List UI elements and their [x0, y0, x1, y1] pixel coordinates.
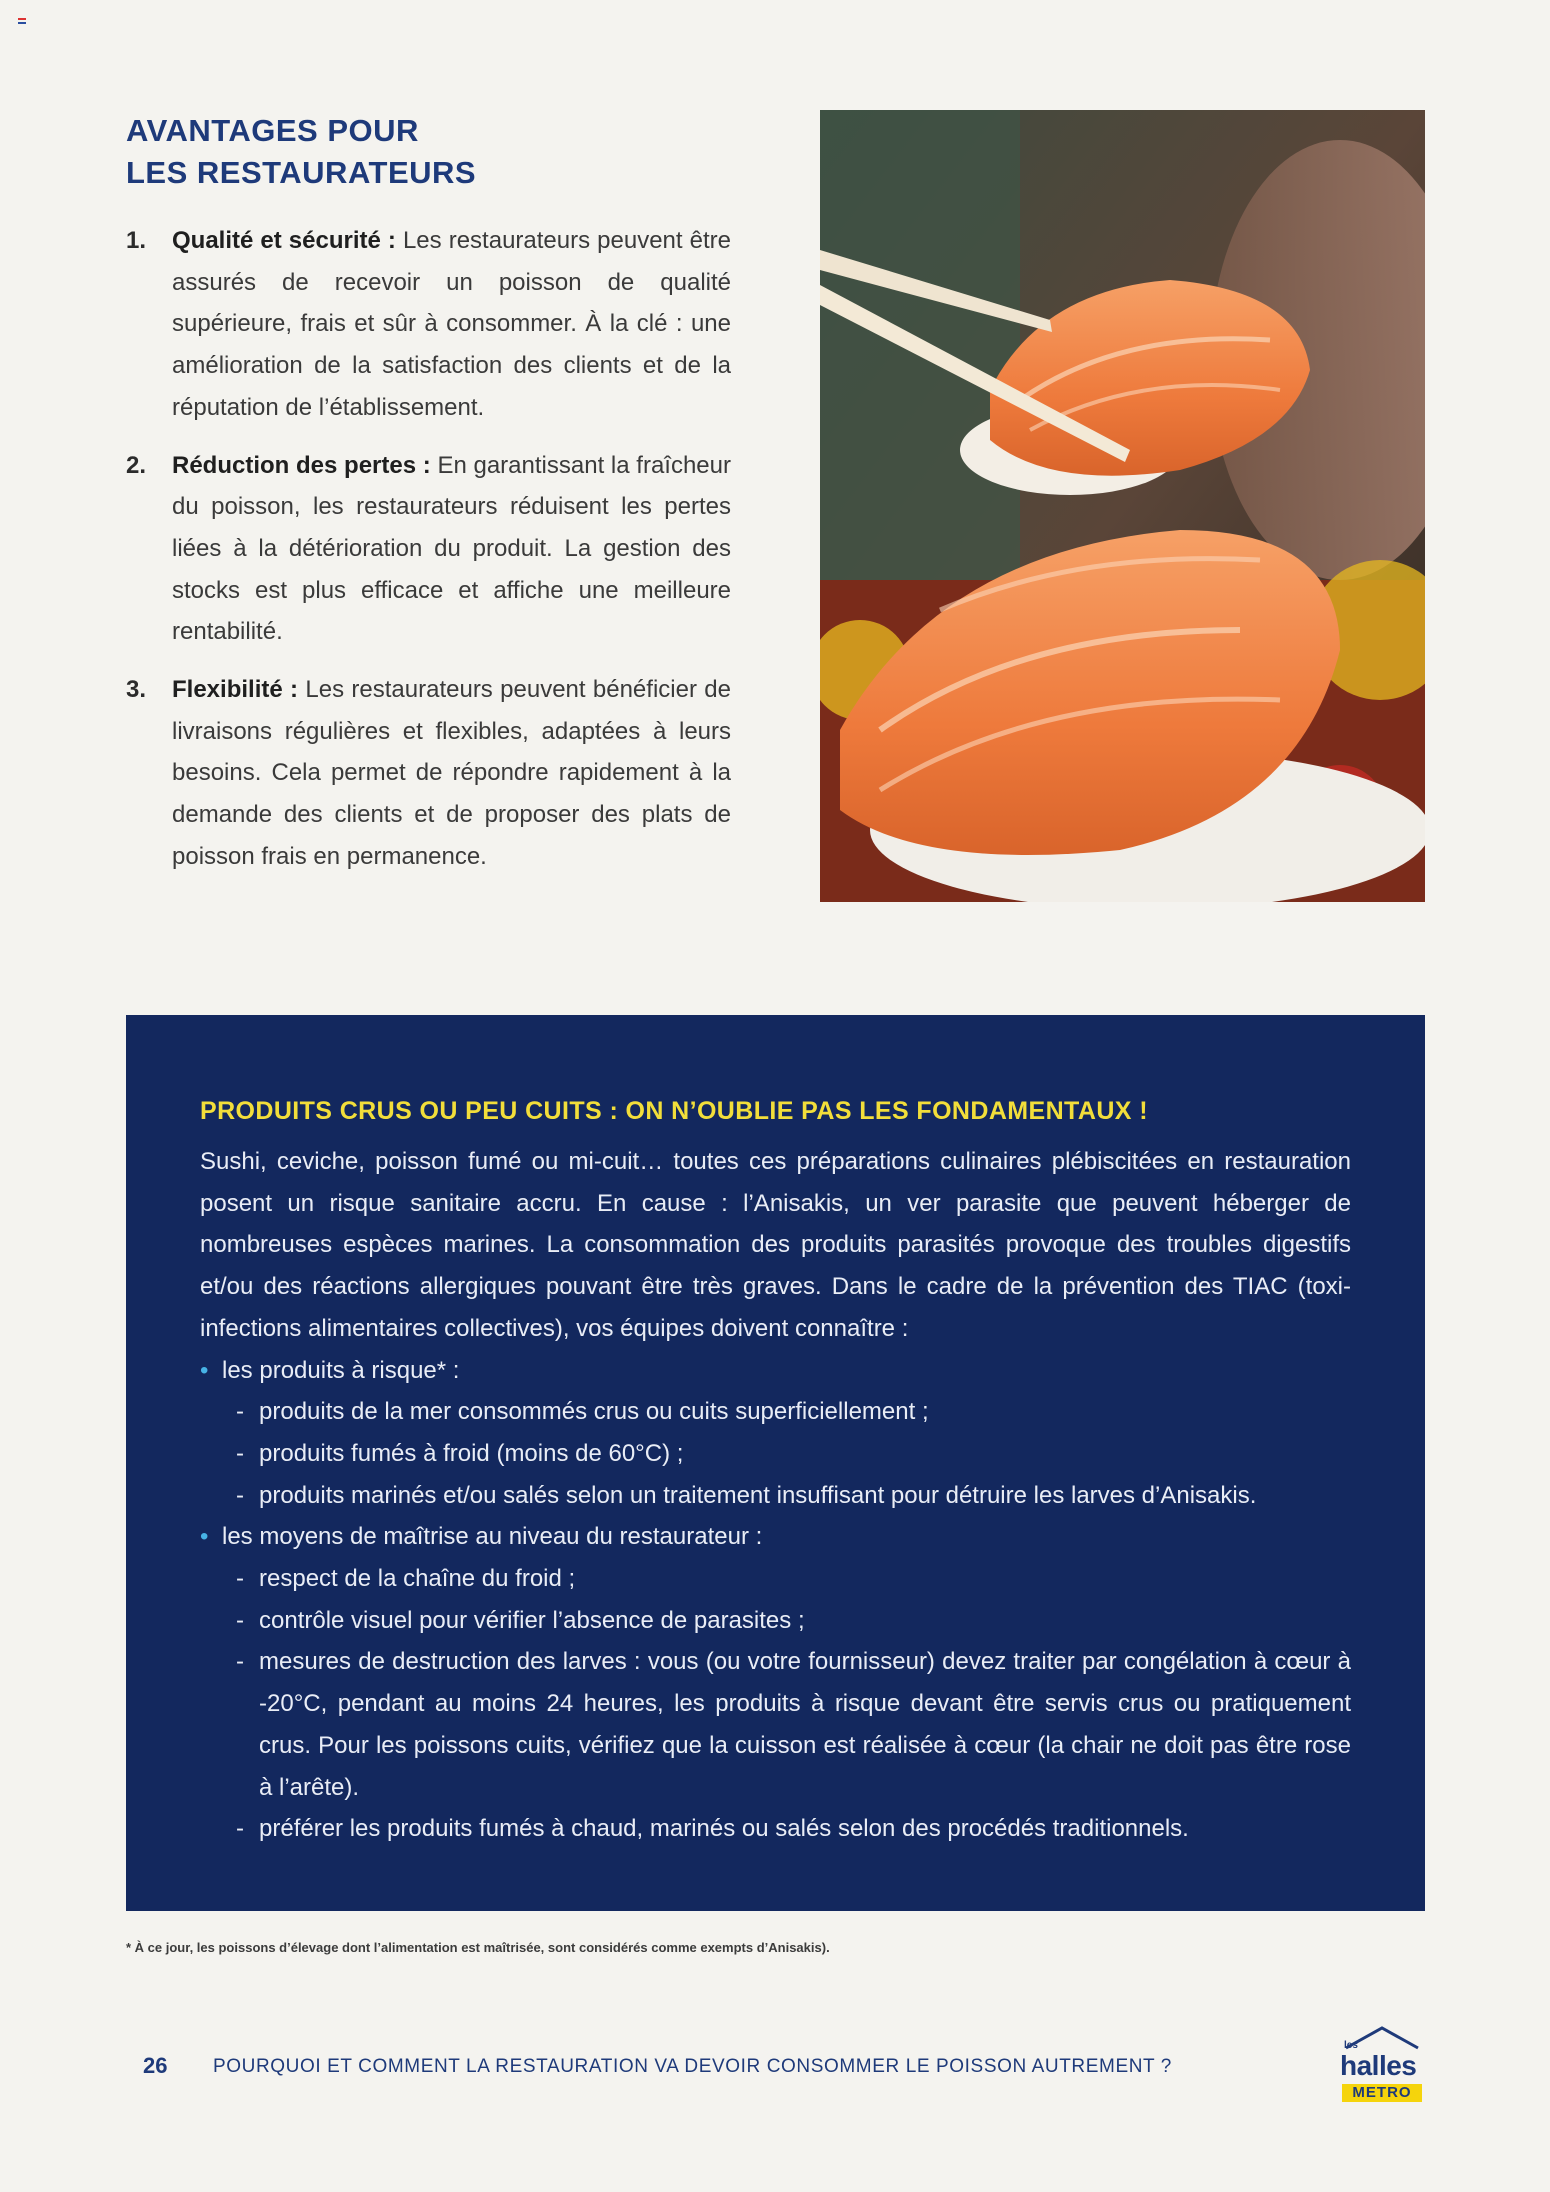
salmon-sushi-photo [820, 110, 1425, 902]
bullet-item [200, 1350, 1351, 1392]
advantages-list [126, 220, 731, 894]
dash-icon: - [236, 1565, 244, 1593]
dash-icon: - [236, 1648, 244, 1676]
info-box-body [200, 1141, 1351, 1850]
dash-icon: - [236, 1606, 244, 1634]
bullet-dot-icon: • [200, 1523, 209, 1551]
bullet-text: les produits à risque* : [222, 1356, 460, 1384]
advantage-text [172, 445, 731, 654]
dash-text: produits marinés et/ou salés selon un traitement insuffisant pour détruire les larves d’Anisakis. [259, 1481, 1257, 1509]
footnote: * À ce jour, les poissons d’élevage dont l’alimentation est maîtrisée, sont considérés comme exempts d’Anisakis). [126, 1940, 830, 1955]
page-heading [126, 110, 726, 194]
dash-item [200, 1808, 1351, 1850]
heading-line-1: AVANTAGES POUR [126, 113, 419, 148]
advantage-body: Les restaurateurs peuvent être assurés de recevoir un poisson de qualité supérieure, frais et sûr à consommer. À la clé : une amélioration de la satisfaction des clients et de la réputation de l’établissement. [172, 227, 731, 421]
advantage-title: Qualité et sécurité : [172, 227, 396, 254]
dash-icon: - [236, 1815, 244, 1843]
heading-line-2: LES RESTAURATEURS [126, 155, 477, 190]
advantage-text [172, 669, 731, 878]
dash-icon: - [236, 1481, 244, 1509]
dash-text: respect de la chaîne du froid ; [259, 1565, 576, 1593]
advantage-item [126, 220, 731, 429]
dash-icon: - [236, 1439, 244, 1467]
advantage-body: Les restaurateurs peuvent bénéficier de livraisons régulières et flexibles, adaptées à leurs besoins. Cela permet de répondre rapidement à la demande des clients et de proposer des plats de poisson frais en permanence. [172, 676, 731, 870]
dash-icon: - [236, 1398, 244, 1426]
advantage-number: 3. [126, 676, 147, 704]
logo-metro: METRO [1352, 2084, 1412, 2101]
dash-text: mesures de destruction des larves : vous (ou votre fournisseur) devez traiter par congélation à cœur à -20°C, pendant au moins 24 heures, les produits à risque devant être servis crus ou pratiquement crus. Pour les poissons cuits, vérifiez que la cuisson est réalisée à cœur (la chair ne doit pas être rose à l’arête). [259, 1648, 1351, 1801]
page-number: 26 [143, 2053, 168, 2078]
info-box-title: PRODUITS CRUS OU PEU CUITS : ON N’OUBLIE PAS LES FONDAMENTAUX ! [200, 1097, 1148, 1125]
bullet-dot-icon: • [200, 1356, 209, 1384]
bullet-text: les moyens de maîtrise au niveau du restaurateur : [222, 1523, 763, 1551]
dash-item [200, 1558, 1351, 1600]
advantage-title: Réduction des pertes : [172, 451, 431, 479]
dash-item [200, 1433, 1351, 1475]
advantage-item [126, 669, 731, 878]
logo-les: les [1344, 2040, 1358, 2051]
info-box [126, 1015, 1425, 1911]
advantage-body: En garantissant la fraîcheur du poisson, les restaurateurs réduisent les pertes liées à la détérioration du produit. La gestion des stocks est plus efficace et affiche une meilleure rentabilité. [172, 451, 731, 646]
running-title: POURQUOI ET COMMENT LA RESTAURATION VA DEVOIR CONSOMMER LE POISSON AUTREMENT ? [213, 2056, 1172, 2077]
advantage-number: 2. [126, 451, 147, 479]
advantage-item [126, 445, 731, 654]
dash-item [200, 1600, 1351, 1642]
info-box-intro: Sushi, ceviche, poisson fumé ou mi-cuit… toutes ces préparations culinaires plébiscitées en restauration posent un risque sanitaire accru. En cause : l’Anisakis, un ver parasite que peuvent héberger de nombreuses espèces marines. La consommation des produits parasités provoque des troubles digestifs et/ou des réactions allergiques pouvant être très graves. Dans le cadre de la prévention des TIAC (toxi-infections alimentaires collectives), vos équipes doivent connaître : [200, 1148, 1351, 1342]
dash-item [200, 1641, 1351, 1808]
dash-text: produits de la mer consommés crus ou cuits superficiellement ; [259, 1398, 929, 1426]
dash-item [200, 1391, 1351, 1433]
advantage-text [172, 220, 731, 429]
dash-text: préférer les produits fumés à chaud, marinés ou salés selon des procédés traditionnels. [259, 1815, 1189, 1843]
bullet-item [200, 1516, 1351, 1558]
corner-mark [18, 18, 28, 28]
advantage-number: 1. [126, 227, 147, 254]
logo-halles: halles [1340, 2050, 1417, 2081]
dash-text: produits fumés à froid (moins de 60°C) ; [259, 1439, 684, 1467]
halles-metro-logo [1336, 2026, 1428, 2104]
advantage-title: Flexibilité : [172, 676, 299, 704]
dash-item [200, 1475, 1351, 1517]
dash-text: contrôle visuel pour vérifier l’absence de parasites ; [259, 1606, 805, 1634]
